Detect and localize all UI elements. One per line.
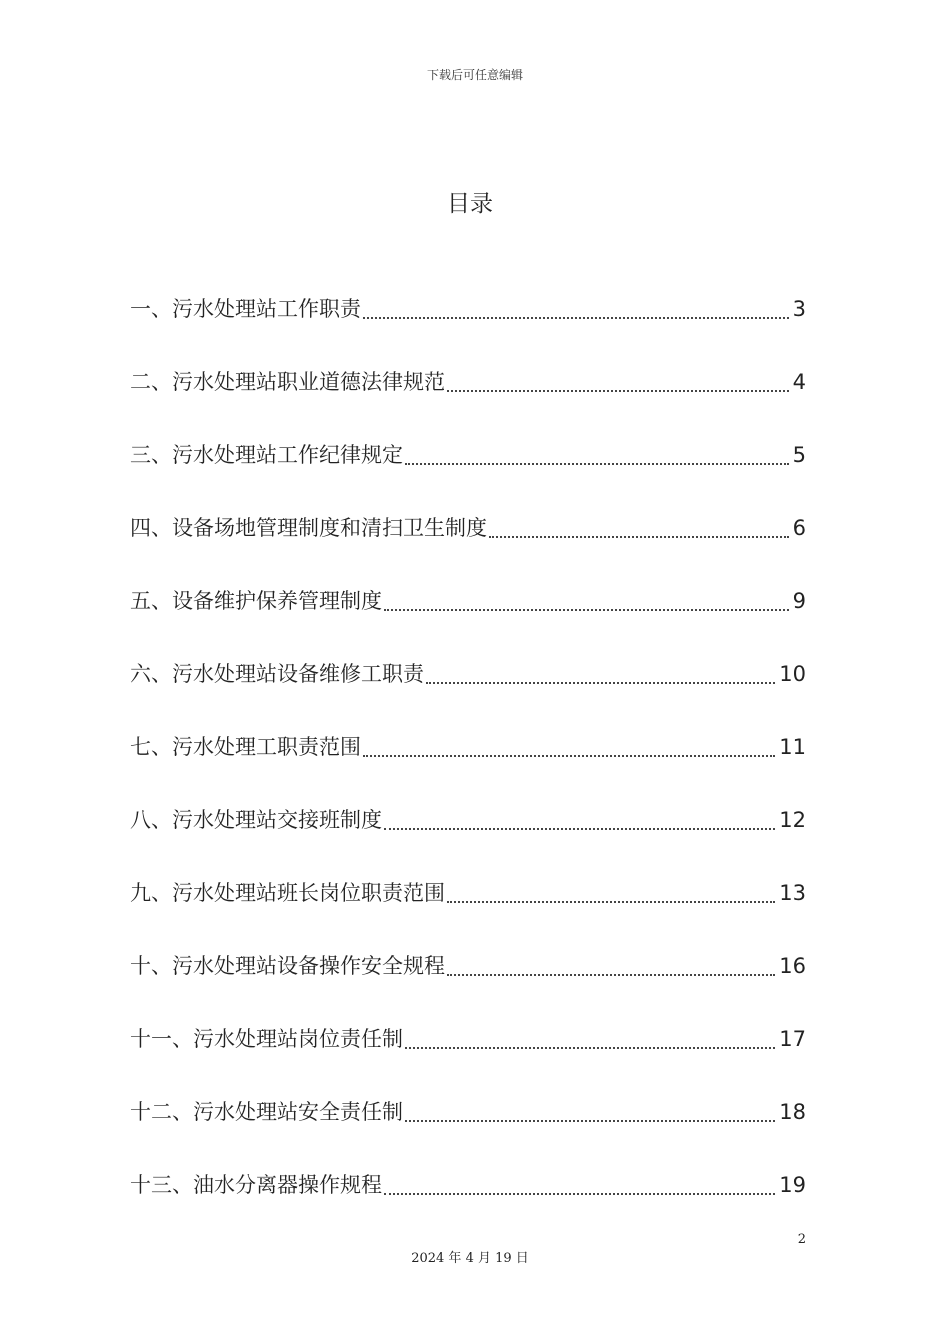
toc-entry-page: 10 <box>779 662 806 686</box>
toc-entry-page: 16 <box>779 954 806 978</box>
toc-entry-title: 四、设备场地管理制度和清扫卫生制度 <box>130 516 487 540</box>
dot-leader <box>405 463 789 465</box>
toc-entry[interactable] <box>130 765 806 838</box>
toc-entry-title: 十、污水处理站设备操作安全规程 <box>130 954 445 978</box>
toc-entry-title: 五、设备维护保养管理制度 <box>130 589 382 613</box>
dot-leader <box>384 1193 775 1195</box>
toc-entry-page: 9 <box>792 589 806 613</box>
dot-leader <box>447 901 775 903</box>
dot-leader <box>447 974 775 976</box>
toc-entry[interactable] <box>130 619 806 692</box>
toc-list <box>130 254 806 1203</box>
toc-entry-title: 十三、油水分离器操作规程 <box>130 1173 382 1197</box>
toc-entry[interactable] <box>130 1057 806 1130</box>
toc-entry-page: 12 <box>779 808 806 832</box>
toc-entry-page: 17 <box>779 1027 806 1051</box>
dot-leader <box>489 536 789 538</box>
toc-entry[interactable] <box>130 838 806 911</box>
header-note: 下载后可任意编辑 <box>426 68 523 82</box>
toc-entry[interactable] <box>130 692 806 765</box>
toc-entry-page: 4 <box>792 370 806 394</box>
toc-entry-title: 三、污水处理站工作纪律规定 <box>130 443 403 467</box>
toc-entry-page: 19 <box>779 1173 806 1197</box>
toc-entry[interactable] <box>130 984 806 1057</box>
toc-entry[interactable] <box>130 911 806 984</box>
footer-date: 2024 年 4 月 19 日 <box>411 1251 529 1266</box>
toc-entry-page: 5 <box>792 443 806 467</box>
dot-leader <box>384 609 789 611</box>
dot-leader <box>405 1047 775 1049</box>
dot-leader <box>405 1120 775 1122</box>
toc-entry-page: 3 <box>792 297 806 321</box>
toc-entry[interactable] <box>130 254 806 327</box>
toc-entry-title: 九、污水处理站班长岗位职责范围 <box>130 881 445 905</box>
dot-leader <box>447 390 789 392</box>
dot-leader <box>426 682 775 684</box>
toc-entry-page: 11 <box>779 735 806 759</box>
toc-entry-title: 八、污水处理站交接班制度 <box>130 808 382 832</box>
toc-entry-page: 6 <box>792 516 806 540</box>
toc-entry[interactable] <box>130 546 806 619</box>
dot-leader <box>384 828 775 830</box>
toc-entry-title: 二、污水处理站职业道德法律规范 <box>130 370 445 394</box>
toc-entry[interactable] <box>130 327 806 400</box>
toc-entry[interactable] <box>130 473 806 546</box>
toc-entry[interactable] <box>130 400 806 473</box>
toc-entry-page: 13 <box>779 881 806 905</box>
dot-leader <box>363 317 789 319</box>
page-number: 2 <box>797 1232 806 1247</box>
dot-leader <box>363 755 775 757</box>
toc-entry-title: 六、污水处理站设备维修工职责 <box>130 662 424 686</box>
toc-entry-title: 十二、污水处理站安全责任制 <box>130 1100 403 1124</box>
toc-entry-page: 18 <box>779 1100 806 1124</box>
toc-entry-title: 七、污水处理工职责范围 <box>130 735 361 759</box>
toc-entry-title: 十一、污水处理站岗位责任制 <box>130 1027 403 1051</box>
toc-entry[interactable] <box>130 1130 806 1203</box>
toc-title: 目录 <box>447 191 493 217</box>
toc-entry-title: 一、污水处理站工作职责 <box>130 297 361 321</box>
